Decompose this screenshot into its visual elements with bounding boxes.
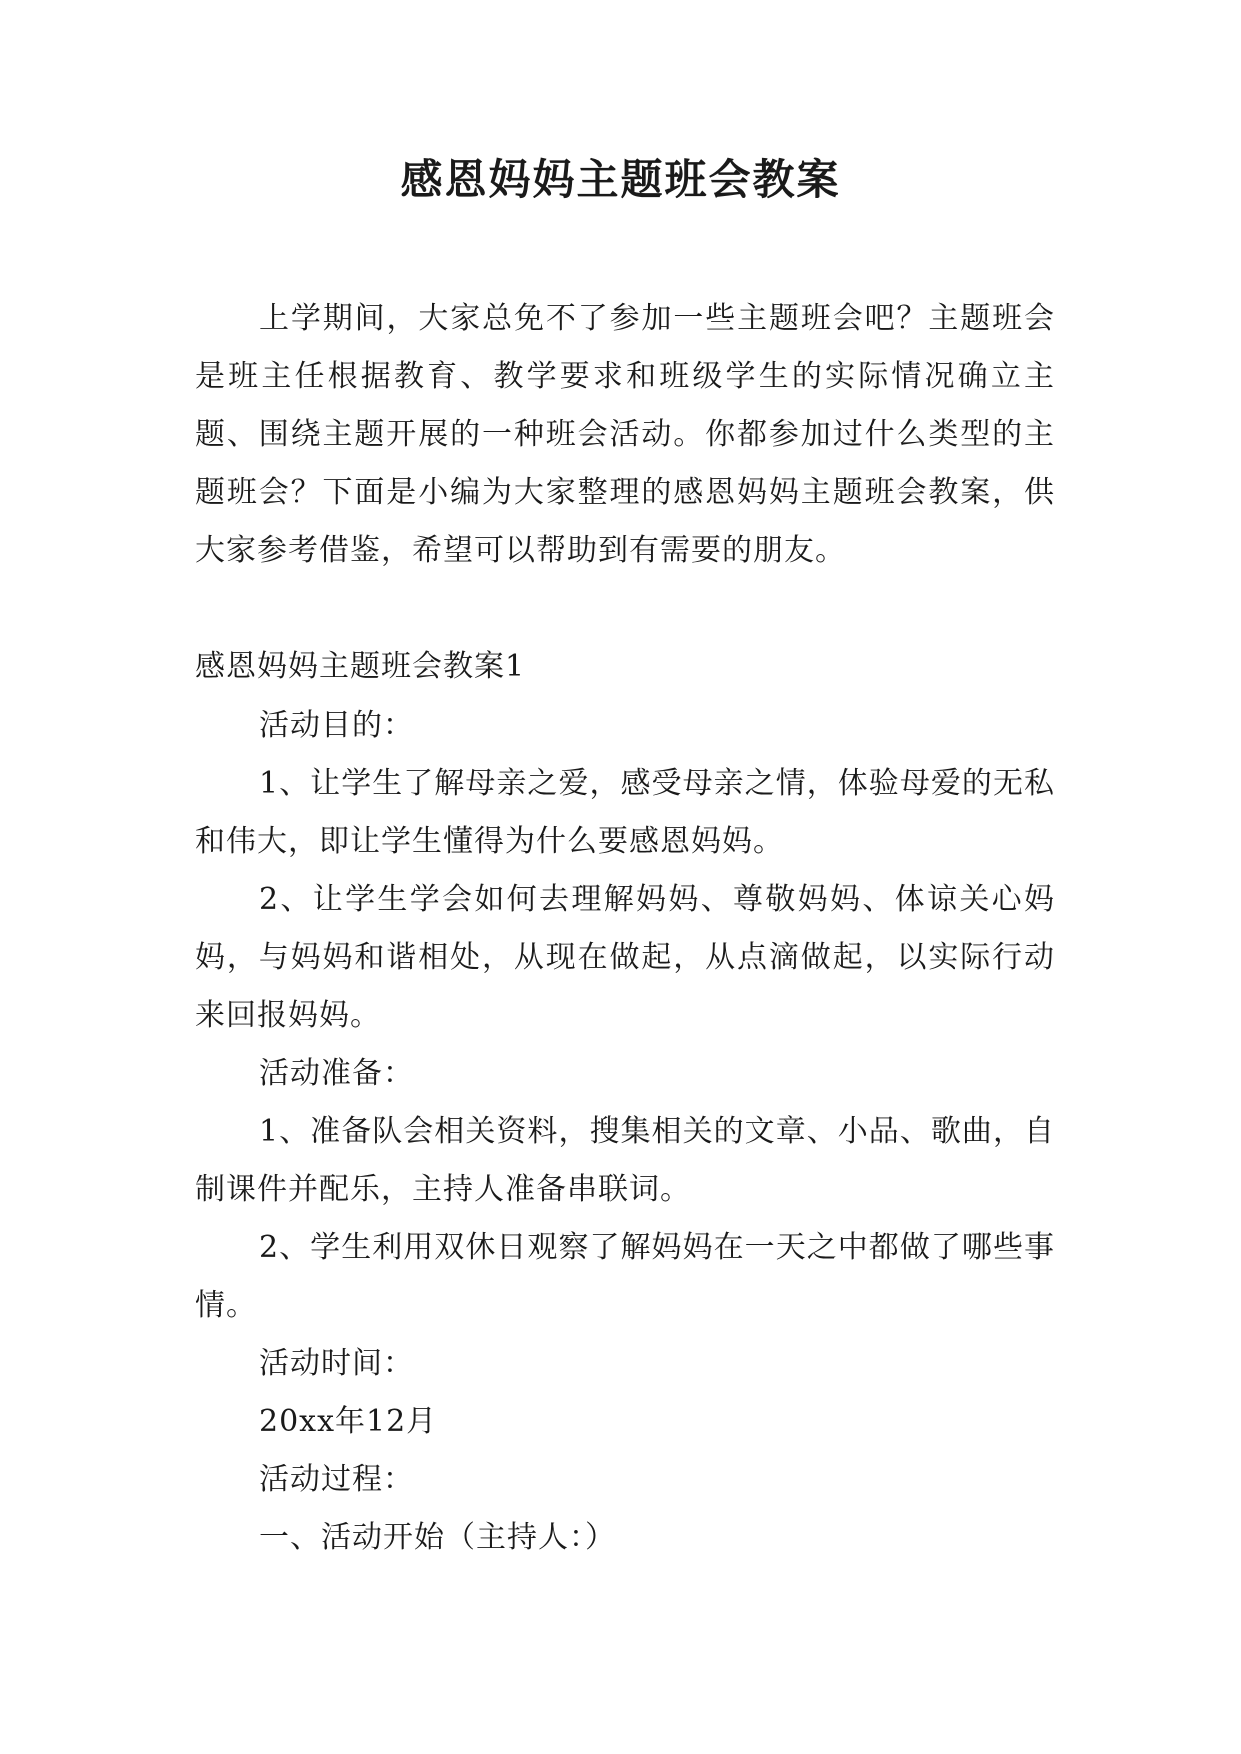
activity-time-value: 20xx年12月 (259, 1404, 438, 1439)
document-title: 感恩妈妈主题班会教案 (400, 155, 841, 204)
activity-preparation-heading: 活动准备： (259, 1056, 414, 1091)
preparation-item-1: 1、准备队会相关资料，搜集相关的文章、小品、歌曲，自制课件并配乐，主持人准备串联词。 (195, 1114, 1055, 1207)
section-body (195, 697, 1055, 1567)
activity-process-heading: 活动过程： (259, 1462, 414, 1497)
activity-goal-heading: 活动目的： (259, 708, 414, 743)
intro-paragraph: 上学期间，大家总免不了参加一些主题班会吧？主题班会是班主任根据教育、教学要求和班级学生的实际情况确立主题、围绕主题开展的一种班会活动。你都参加过什么类型的主题班会？下面是小编为大家整理的感恩妈妈主题班会教案，供大家参考借鉴，希望可以帮助到有需要的朋友。 (195, 301, 1055, 568)
preparation-item-2: 2、学生利用双休日观察了解妈妈在一天之中都做了哪些事情。 (195, 1230, 1055, 1323)
section-heading: 感恩妈妈主题班会教案1 (195, 649, 526, 684)
goal-item-1: 1、让学生了解母亲之爱，感受母亲之情，体验母爱的无私和伟大，即让学生懂得为什么要感恩妈妈。 (195, 766, 1055, 859)
activity-time-heading: 活动时间： (259, 1346, 414, 1381)
process-step-1: 一、活动开始（主持人：） (259, 1520, 616, 1555)
goal-item-2: 2、让学生学会如何去理解妈妈、尊敬妈妈、体谅关心妈妈，与妈妈和谐相处，从现在做起，从点滴做起，以实际行动来回报妈妈。 (195, 882, 1055, 1033)
